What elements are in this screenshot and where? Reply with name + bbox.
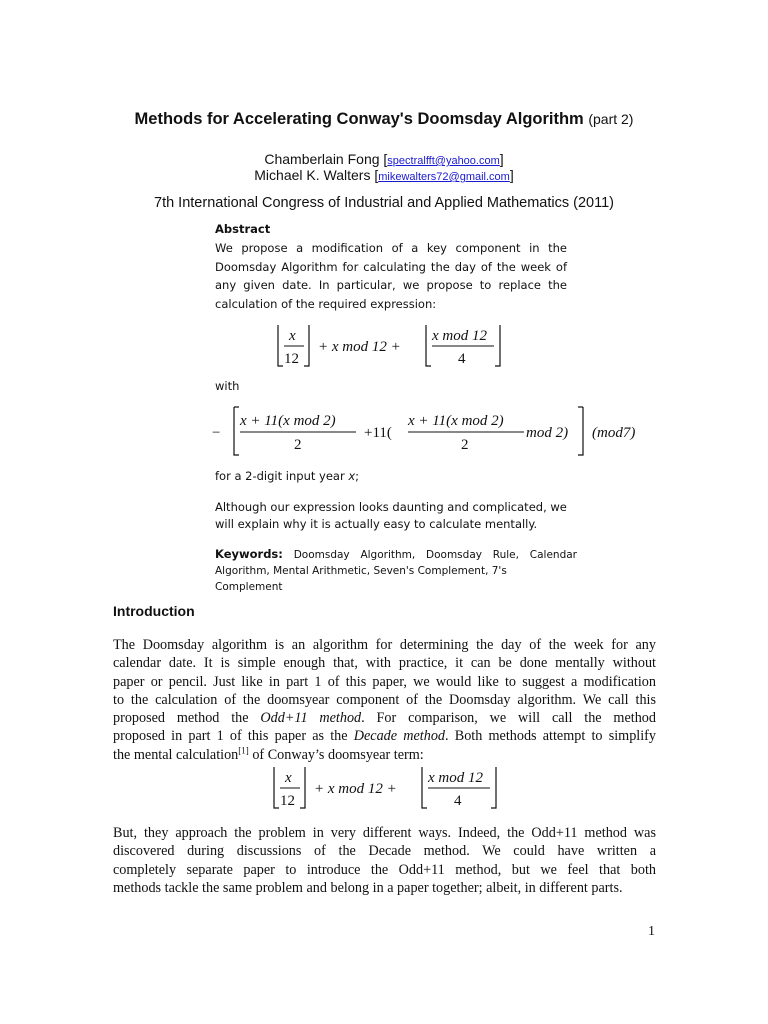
keywords-label: Keywords:: [215, 547, 283, 561]
formula-odd11: [208, 403, 656, 459]
formula-mod2: mod 2): [526, 425, 569, 441]
paragraph-line: The Doomsday algorithm is an algorithm for determining the day of the week for any: [113, 637, 656, 653]
abstract-text: [215, 239, 567, 313]
formula-xmod12: x mod 12: [432, 328, 487, 344]
formula-four: 4: [458, 351, 466, 367]
paragraph-line: completely separate paper to introduce the Odd+11 method, but we feel that both: [113, 861, 656, 878]
section-heading-introduction: Introduction: [113, 603, 195, 619]
for-tail: ;: [355, 469, 360, 483]
formula-num: x + 11(x mod 2): [408, 413, 504, 429]
keywords-line2: Algorithm, Mental Arithmetic, Seven's Complement, 7's Complement: [215, 565, 507, 593]
title-suffix: (part 2): [588, 111, 634, 127]
odd11-method-term: Odd+11 method: [260, 710, 362, 727]
keywords-line1: Doomsday Algorithm, Doomsday Rule, Calendar: [293, 549, 577, 561]
paragraph-line: methods tackle the same problem and belong in a paper together; albeit, in different parts.: [113, 879, 623, 896]
author-email-link[interactable]: mikewalters72@gmail.com: [378, 171, 510, 183]
formula-two: 2: [294, 437, 302, 453]
for-label: for a 2-digit input year: [215, 469, 345, 483]
with-label: with: [215, 379, 240, 393]
author-name: Chamberlain Fong: [264, 151, 380, 167]
abstract-explain: [215, 498, 567, 532]
author-1: Chamberlain Fong [spectralfft@yahoo.com]: [264, 151, 504, 167]
intro-paragraph-2: [113, 824, 656, 897]
formula-twelve: 12: [280, 793, 295, 809]
intro-paragraph-1: [113, 636, 656, 764]
formula-plus-mid: + x mod 12 +: [314, 781, 397, 797]
paragraph-line: paper or pencil. Just like in part 1 of this paper, we would like to suggest a modification: [113, 673, 656, 690]
explain-line: Although our expression looks daunting and complicated, we: [215, 500, 567, 514]
abstract-heading: Abstract: [215, 222, 271, 236]
abstract-line: calculation of the required expression:: [215, 296, 437, 311]
paper-title: [0, 110, 768, 129]
author-name: Michael K. Walters: [254, 167, 371, 183]
formula-doomsyear-abstract: [270, 322, 510, 372]
formula-two: 2: [461, 437, 469, 453]
formula-minus: −: [212, 425, 221, 441]
for-input-year: [215, 469, 359, 483]
formula-plus-mid: + x mod 12 +: [318, 339, 401, 355]
conference-line: 7th International Congress of Industrial and Applied Mathematics (2011): [154, 195, 614, 211]
abstract-line: any given date. In particular, we propose to replace the: [215, 278, 567, 293]
formula-plus11: +11(: [364, 425, 392, 441]
paragraph-line: proposed method the Odd+11 method. For comparison, we will call the method: [113, 710, 656, 727]
author-email-link[interactable]: spectralfft@yahoo.com: [387, 155, 500, 167]
formula-twelve: 12: [284, 351, 299, 367]
author-2: Michael K. Walters [mikewalters72@gmail.com]: [254, 167, 514, 183]
citation-ref[interactable]: [1]: [238, 745, 249, 756]
paragraph-line: to the calculation of the doomsyear component of the Doomsday algorithm. We call this: [113, 691, 656, 708]
paragraph-line: discovered during discussions of the Decade method. We could have written a: [113, 843, 656, 860]
paragraph-line: But, they approach the problem in very different ways. Indeed, the Odd+11 method was: [113, 825, 656, 841]
formula-doomsyear-intro: [266, 764, 506, 814]
formula-xmod12: x mod 12: [428, 770, 483, 786]
paragraph-line: calendar date. It is simple enough that, with practice, it can be done mentally without: [113, 655, 656, 672]
formula-x: x: [285, 770, 292, 786]
abstract-line: Doomsday Algorithm for calculating the day of the week of: [215, 259, 567, 274]
keywords: [215, 546, 577, 595]
paragraph-line: the mental calculation[1] of Conway’s doomsyear term:: [113, 745, 424, 763]
paragraph-line: proposed in part 1 of this paper as the Decade method. Both methods attempt to simplify: [113, 728, 656, 745]
page-number: 1: [648, 924, 655, 939]
explain-line: will explain why it is actually easy to calculate mentally.: [215, 517, 538, 531]
formula-mod7: (mod7): [592, 425, 636, 441]
formula-x: x: [289, 328, 296, 344]
formula-num: x + 11(x mod 2): [240, 413, 336, 429]
formula-four: 4: [454, 793, 462, 809]
decade-method-term: Decade method: [353, 728, 446, 745]
for-var: x: [348, 469, 356, 483]
title-main: Methods for Accelerating Conway's Doomsday Algorithm: [134, 110, 584, 128]
abstract-line: We propose a modification of a key component in the: [215, 241, 567, 255]
